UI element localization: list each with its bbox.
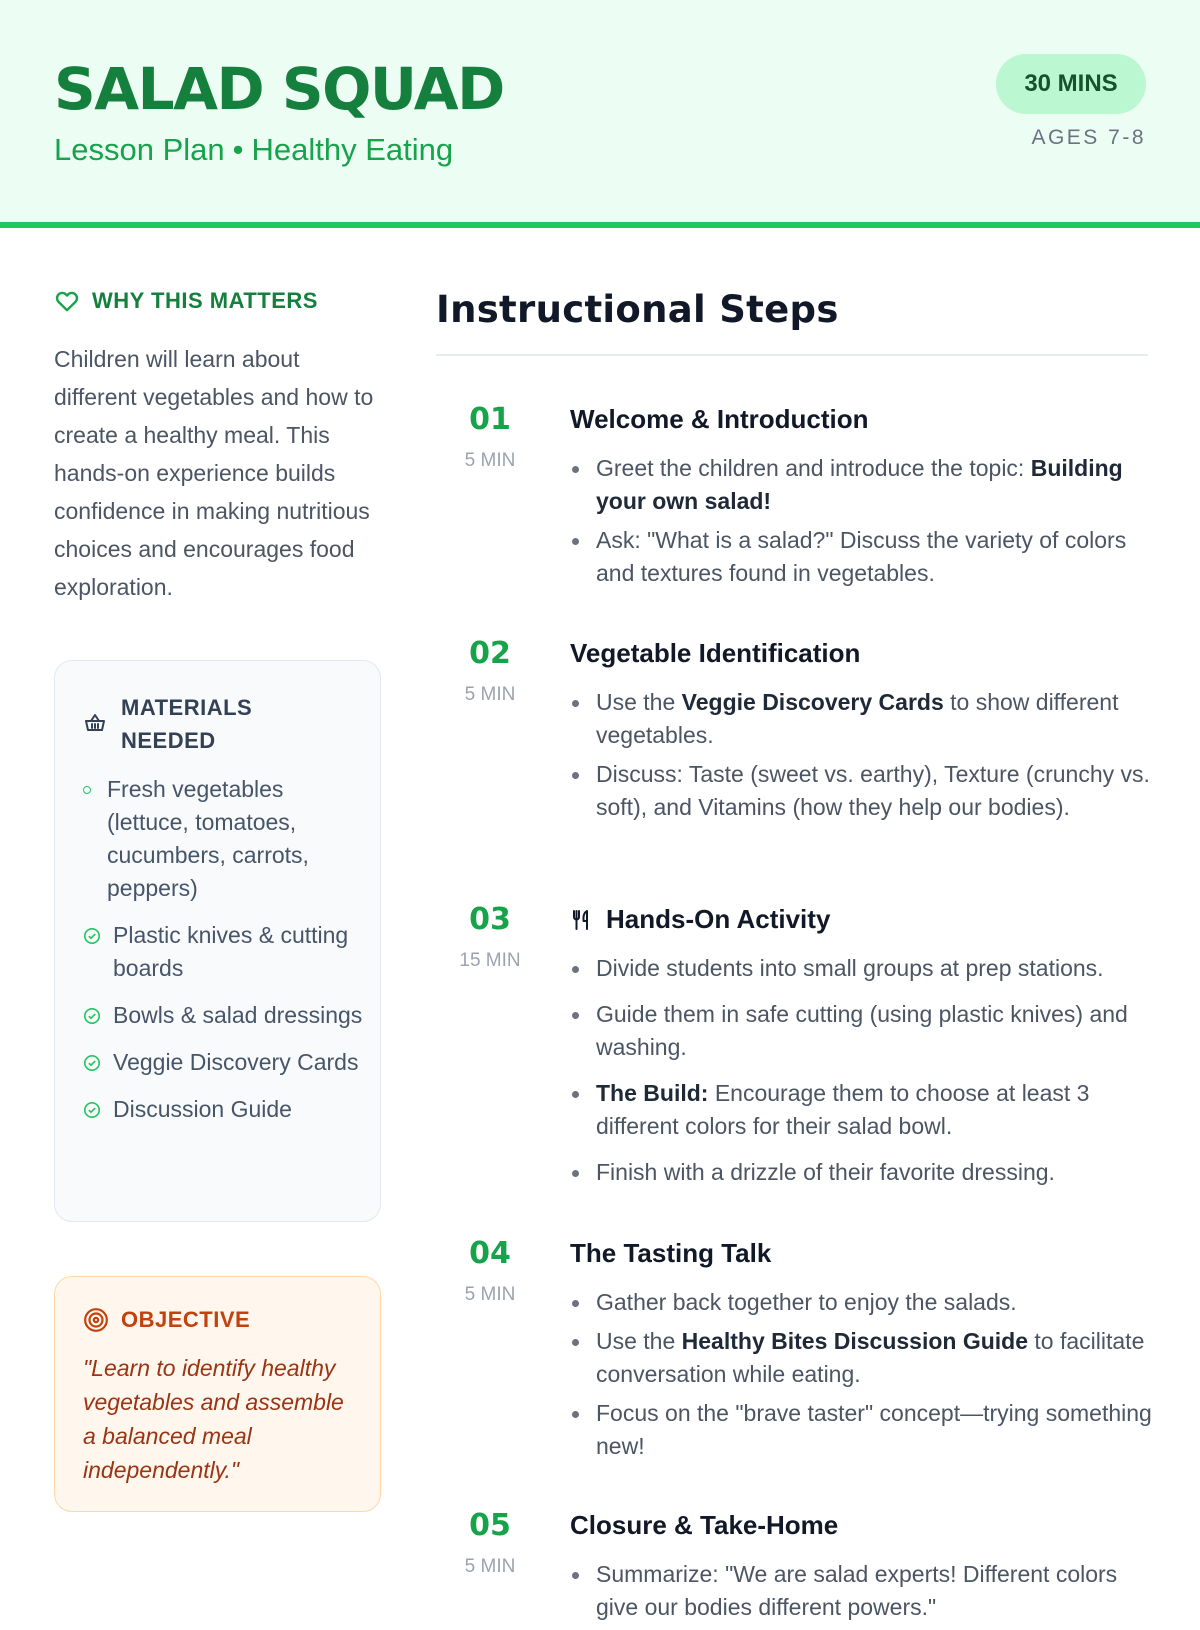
step-duration: 5 MIN [464,450,516,471]
list-item: Focus on the "brave taster" concept—trying something new! [570,1397,1152,1463]
page-title: SALAD SQUAD [54,55,504,123]
duration-badge: 30 MINS [996,54,1146,114]
basket-icon [83,711,107,735]
age-range: AGES 7-8 [1031,126,1146,149]
step-number: 03 [469,902,511,937]
step-duration: 15 MIN [459,950,521,971]
list-item: Ask: "What is a salad?" Discuss the variety of colors and textures found in vegetables. [570,524,1152,590]
materials-card [54,660,381,1222]
step-title: Hands-On Activity [570,904,830,935]
step-bullets [570,1558,1152,1630]
step-number: 02 [469,636,511,671]
check-circle-icon [83,1054,101,1072]
list-item: Discuss: Taste (sweet vs. earthy), Texture (crunchy vs. soft), and Vitamins (how they help our bodies). [570,758,1152,824]
heart-icon [54,288,80,314]
why-description: Children will learn about different vegetables and how to create a healthy meal. This hands-on experience builds confidence in making nutritious choices and encourages food exploration. [54,346,374,600]
materials-item: Fresh vegetables (lettuce, tomatoes, cucumbers, carrots, peppers) [83,773,363,905]
utensils-icon [570,908,594,932]
list-item: Guide them in safe cutting (using plastic knives) and washing. [570,998,1152,1064]
check-circle-icon [83,1007,101,1025]
step-duration: 5 MIN [464,1284,516,1305]
step-title: Closure & Take-Home [570,1510,839,1540]
objective-heading [83,1307,250,1333]
objective-quote: "Learn to identify healthy vegetables and assemble a balanced meal independently." [83,1355,344,1483]
materials-item: Bowls & salad dressings [83,999,363,1032]
materials-heading [83,691,281,757]
step-title: Welcome & Introduction [570,404,869,434]
step-bullets [570,452,1152,596]
step-number: 04 [469,1236,511,1271]
subtitle-topic: Healthy Eating [251,132,454,167]
step-number: 01 [469,402,511,437]
why-this-matters-heading [54,288,318,314]
steps-heading: Instructional Steps [436,288,839,331]
materials-item: Discussion Guide [83,1093,363,1126]
check-circle-icon [83,1101,101,1119]
list-item: Gather back together to enjoy the salads. [570,1286,1152,1319]
step-number: 05 [469,1508,511,1543]
list-item: Summarize: "We are salad experts! Different colors give our bodies different powers." [570,1558,1152,1624]
step-title: The Tasting Talk [570,1238,772,1268]
target-icon [83,1307,109,1333]
list-item: Divide students into small groups at prep stations. [570,952,1152,985]
materials-item: Plastic knives & cutting boards [83,919,363,985]
materials-title: MATERIALS NEEDED [121,695,253,753]
step-bullets [570,686,1152,830]
materials-list [83,773,363,1140]
page-header [0,0,1200,228]
step-duration: 5 MIN [464,684,516,705]
step-bullets [570,1286,1152,1469]
step-title: Vegetable Identification [570,638,861,668]
list-item: Greet the children and introduce the topic: Building your own salad! [570,452,1152,518]
subtitle-separator: • [232,132,244,167]
page-subtitle [54,130,453,170]
bullet-circle-icon [83,786,91,794]
check-circle-icon [83,927,101,945]
step-duration: 5 MIN [464,1556,516,1577]
objective-card [54,1276,381,1512]
list-item: Use the Healthy Bites Discussion Guide to facilitate conversation while eating. [570,1325,1152,1391]
divider [436,354,1148,356]
why-title: WHY THIS MATTERS [92,288,318,313]
step-bullets [570,952,1152,1195]
list-item: Use the Veggie Discovery Cards to show different vegetables. [570,686,1152,752]
materials-item: Veggie Discovery Cards [83,1046,363,1079]
objective-title: OBJECTIVE [121,1307,251,1332]
subtitle-lesson-plan: Lesson Plan [54,132,225,167]
list-item: Finish with a drizzle of their favorite dressing. [570,1156,1152,1189]
list-item: The Build: Encourage them to choose at least 3 different colors for their salad bowl. [570,1077,1152,1143]
